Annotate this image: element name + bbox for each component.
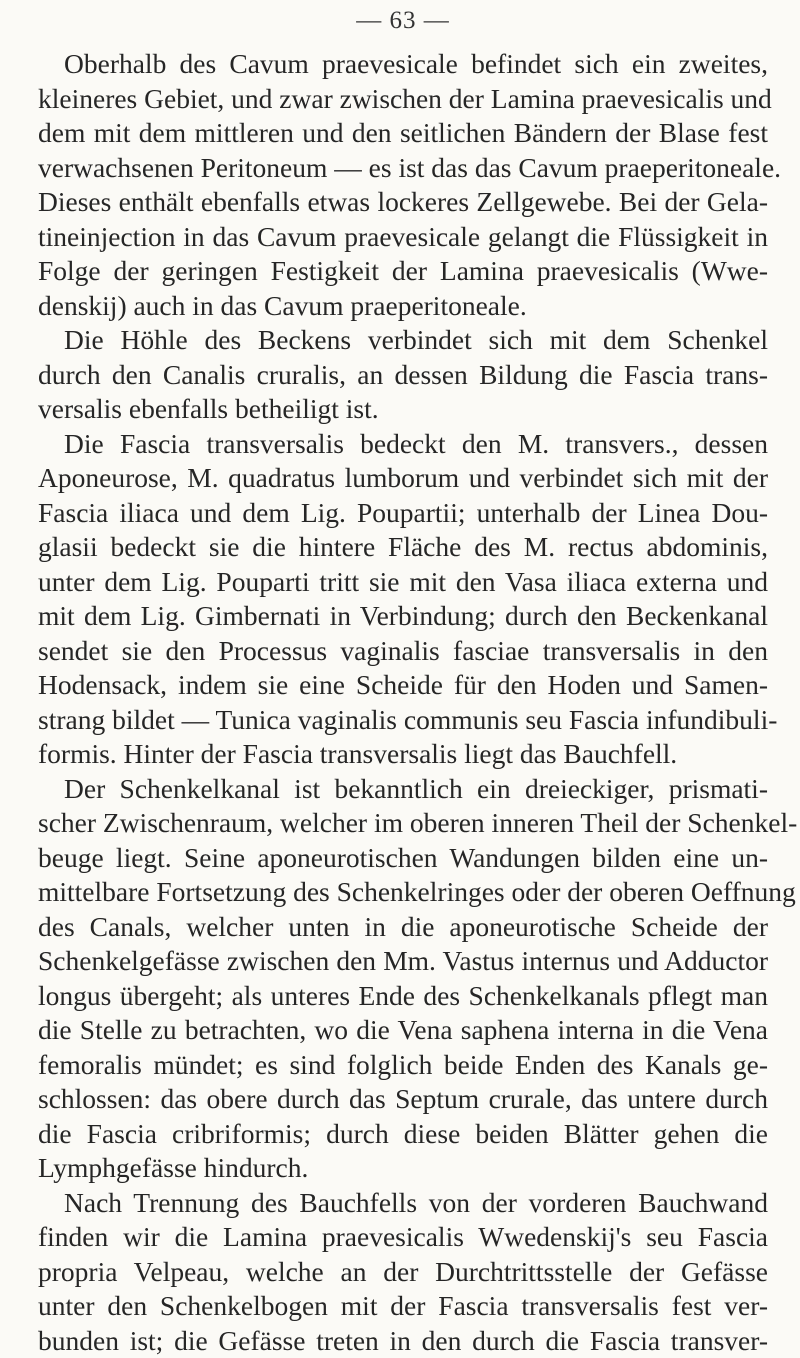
text-line: longus übergeht; als unteres Ende des Schenkelkanals pflegt man	[38, 979, 768, 1014]
text-line: Der Schenkelkanal ist bekanntlich ein dreieckiger, prismati-	[38, 772, 768, 807]
text-line: tineinjection in das Cavum praevesicale gelangt die Flüssigkeit in	[38, 220, 768, 255]
text-line: Nach Trennung des Bauchfells von der vorderen Bauchwand	[38, 1186, 768, 1221]
text-line: Lymphgefässe hindurch.	[38, 1151, 768, 1186]
text-line: versalis ebenfalls betheiligt ist.	[38, 392, 768, 427]
text-line: bunden ist; die Gefässe treten in den durch die Fascia transver-	[38, 1324, 768, 1358]
text-line: kleineres Gebiet, und zwar zwischen der Lamina praevesicalis und	[38, 82, 768, 117]
text-line: femoralis mündet; es sind folglich beide Enden des Kanals ge-	[38, 1048, 768, 1083]
text-line: glasii bedeckt sie die hintere Fläche des M. rectus abdominis,	[38, 530, 768, 565]
text-line: verwachsenen Peritoneum — es ist das das Cavum praeperitoneale.	[38, 151, 768, 186]
text-line: Aponeurose, M. quadratus lumborum und verbindet sich mit der	[38, 461, 768, 496]
text-line: finden wir die Lamina praevesicalis Wwedenskij's seu Fascia	[38, 1220, 768, 1255]
text-line: schlossen: das obere durch das Septum crurale, das untere durch	[38, 1082, 768, 1117]
page-number: — 63 —	[38, 7, 768, 35]
text-line: strang bildet — Tunica vaginalis communis seu Fascia infundibuli-	[38, 703, 768, 738]
text-line: unter den Schenkelbogen mit der Fascia transversalis fest ver-	[38, 1289, 768, 1324]
text-line: durch den Canalis cruralis, an dessen Bildung die Fascia trans-	[38, 358, 768, 393]
text-line: propria Velpeau, welche an der Durchtrittsstelle der Gefässe	[38, 1255, 768, 1290]
text-line: denskij) auch in das Cavum praeperitoneale.	[38, 289, 768, 324]
text-line: mit dem Lig. Gimbernati in Verbindung; durch den Beckenkanal	[38, 599, 768, 634]
text-line: mittelbare Fortsetzung des Schenkelringes oder der oberen Oeffnung	[38, 875, 768, 910]
text-line: Dieses enthält ebenfalls etwas lockeres Zellgewebe. Bei der Gela-	[38, 185, 768, 220]
body-text	[38, 47, 768, 1358]
text-line: Fascia iliaca und dem Lig. Poupartii; unterhalb der Linea Dou-	[38, 496, 768, 531]
text-line: formis. Hinter der Fascia transversalis liegt das Bauchfell.	[38, 737, 768, 772]
text-line: die Fascia cribriformis; durch diese beiden Blätter gehen die	[38, 1117, 768, 1152]
text-line: Folge der geringen Festigkeit der Lamina praevesicalis (Wwe-	[38, 254, 768, 289]
text-line: sendet sie den Processus vaginalis fasciae transversalis in den	[38, 634, 768, 669]
text-line: dem mit dem mittleren und den seitlichen Bändern der Blase fest	[38, 116, 768, 151]
text-line: Oberhalb des Cavum praevesicale befindet sich ein zweites,	[38, 47, 768, 82]
text-line: unter dem Lig. Pouparti tritt sie mit den Vasa iliaca externa und	[38, 565, 768, 600]
text-line: des Canals, welcher unten in die aponeurotische Scheide der	[38, 910, 768, 945]
text-line: Schenkelgefässe zwischen den Mm. Vastus internus und Adductor	[38, 944, 768, 979]
text-line: Die Höhle des Beckens verbindet sich mit dem Schenkel	[38, 323, 768, 358]
text-line: die Stelle zu betrachten, wo die Vena saphena interna in die Vena	[38, 1013, 768, 1048]
text-line: beuge liegt. Seine aponeurotischen Wandungen bilden eine un-	[38, 841, 768, 876]
text-line: Die Fascia transversalis bedeckt den M. transvers., dessen	[38, 427, 768, 462]
text-line: Hodensack, indem sie eine Scheide für den Hoden und Samen-	[38, 668, 768, 703]
text-line: scher Zwischenraum, welcher im oberen inneren Theil der Schenkel-	[38, 806, 768, 841]
